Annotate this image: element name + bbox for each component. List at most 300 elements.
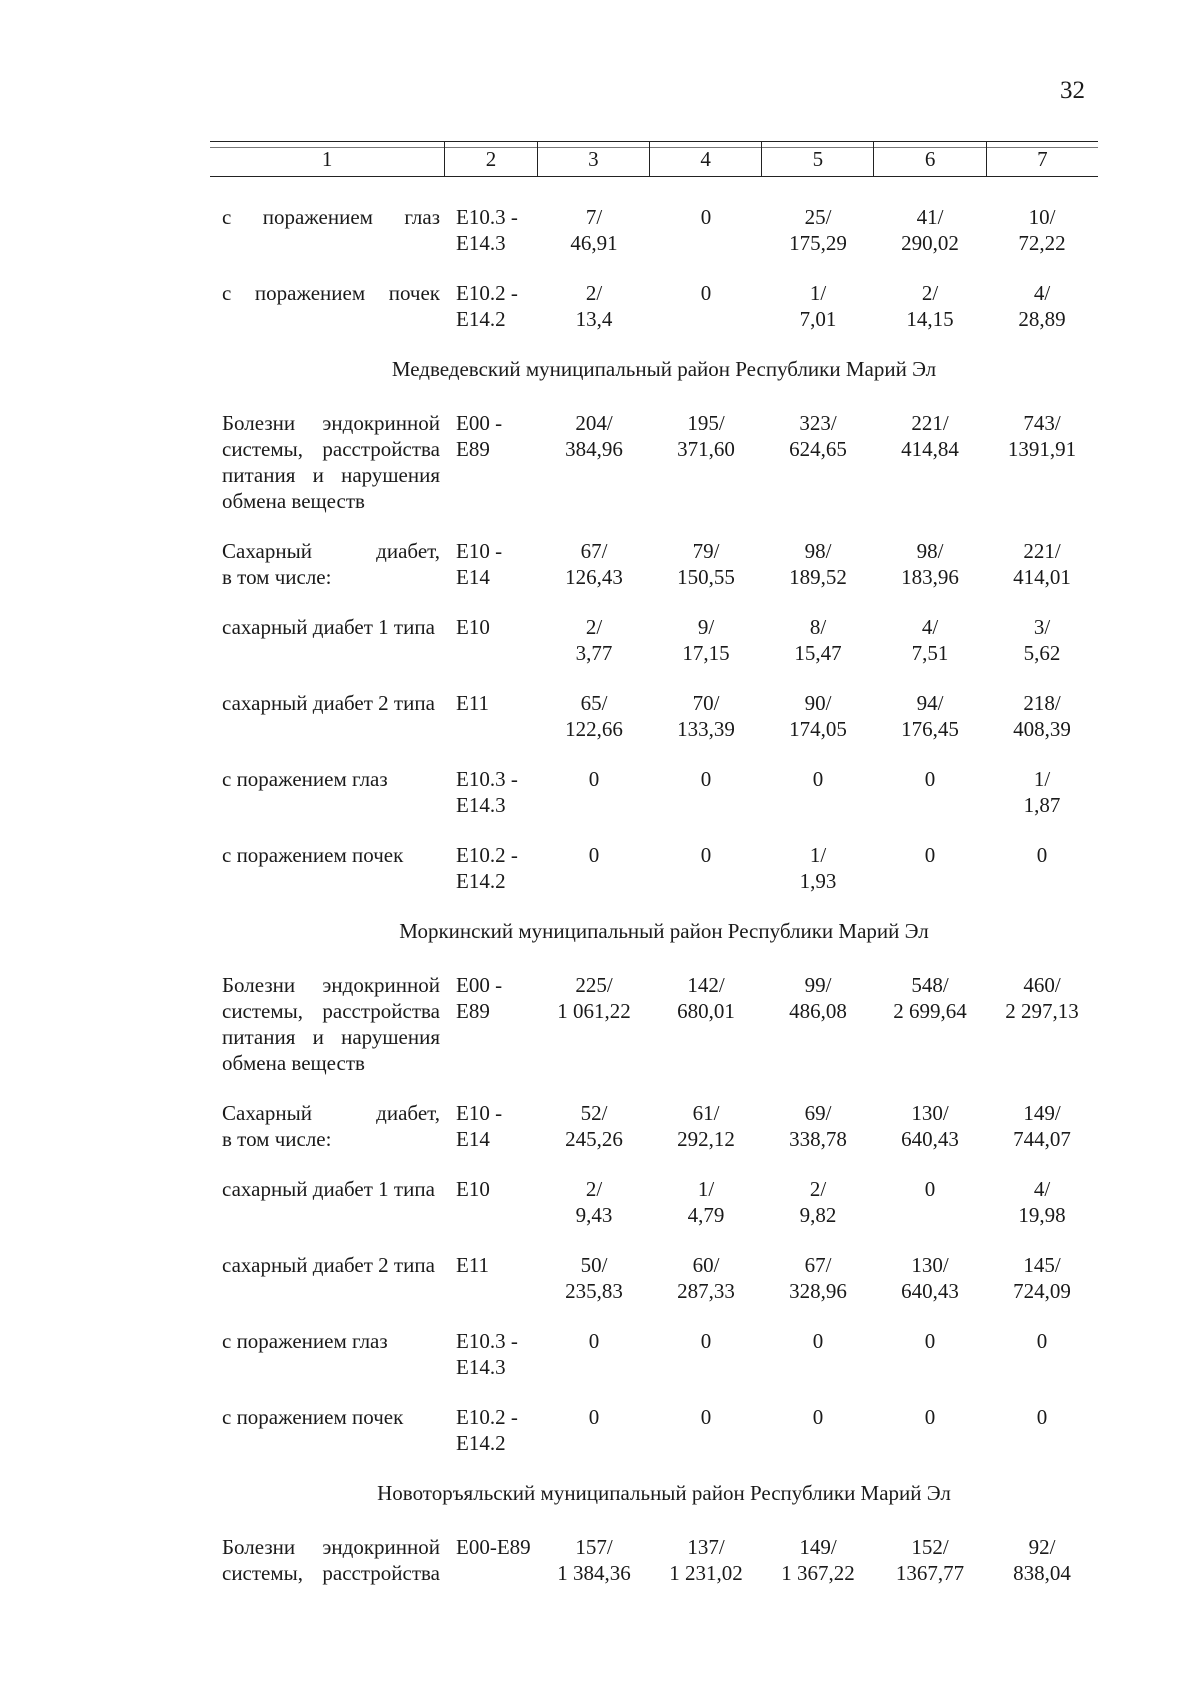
value-count: 0 [924, 1329, 936, 1353]
value-cell [538, 972, 650, 1076]
value-count: 8/ [809, 615, 827, 639]
row-label [210, 410, 446, 514]
value-count: 0 [812, 767, 824, 791]
value-count: 204/ [575, 411, 613, 435]
value-rate: 486,08 [789, 999, 847, 1023]
row-label-line: Болезни эндокринной [222, 1535, 440, 1559]
value-count: 2/ [585, 615, 603, 639]
value-cell [874, 1404, 986, 1456]
value-rate: 175,29 [789, 231, 847, 255]
value-count: 1/ [697, 1177, 715, 1201]
value-rate: 126,43 [565, 565, 623, 589]
value-rate: 640,43 [901, 1127, 959, 1151]
table-row [210, 766, 1098, 818]
value-rate: 7,01 [799, 307, 837, 331]
icd-code [446, 1100, 538, 1152]
value-cell [762, 204, 874, 256]
row-label-line: сахарный диабет 2 типа [222, 1253, 435, 1277]
value-cell [762, 1404, 874, 1456]
value-count: 7/ [585, 205, 603, 229]
value-cell [986, 280, 1098, 332]
value-rate: 176,45 [901, 717, 959, 741]
value-cell [650, 690, 762, 742]
row-label-line: с поражением почек [222, 843, 404, 867]
value-rate: 624,65 [789, 437, 847, 461]
value-cell [762, 1328, 874, 1380]
value-count: 743/ [1023, 411, 1061, 435]
value-count: 218/ [1023, 691, 1061, 715]
value-count: 69/ [804, 1101, 832, 1125]
value-count: 323/ [799, 411, 837, 435]
value-rate: 1367,77 [895, 1561, 965, 1585]
table-row [210, 690, 1098, 742]
icd-code [446, 280, 538, 332]
value-count: 0 [700, 205, 712, 229]
row-label-line: с поражением почек [222, 1405, 404, 1429]
icd-code-line: E10.3 - [456, 767, 518, 791]
icd-code-line: E00 - E89 [456, 411, 503, 461]
row-label-line: с поражением глаз [222, 1329, 388, 1353]
row-label-line: сахарный диабет 1 типа [222, 1177, 435, 1201]
icd-code [446, 204, 538, 256]
icd-code-line: E00-E89 [456, 1535, 531, 1559]
value-cell [538, 1328, 650, 1380]
col-header-3: 3 [537, 142, 649, 177]
value-cell [650, 410, 762, 514]
row-label-line: системы, расстройства [222, 1561, 440, 1585]
row-label [210, 766, 446, 818]
value-count: 70/ [692, 691, 720, 715]
value-rate: 28,89 [1018, 307, 1066, 331]
row-label [210, 538, 446, 590]
row-label-line: с поражением глаз [222, 205, 440, 229]
value-count: 0 [700, 767, 712, 791]
table-row [210, 280, 1098, 332]
value-rate: 189,52 [789, 565, 847, 589]
value-cell [874, 204, 986, 256]
value-rate: 408,39 [1013, 717, 1071, 741]
icd-code-line: E14.3 [456, 793, 506, 817]
value-rate: 13,4 [575, 307, 613, 331]
value-rate: 290,02 [901, 231, 959, 255]
icd-code-line: E14.3 [456, 231, 506, 255]
value-cell [538, 1100, 650, 1152]
icd-code-line: E10 - E14 [456, 539, 503, 589]
value-rate: 17,15 [682, 641, 730, 665]
value-cell [762, 1176, 874, 1228]
icd-code [446, 690, 538, 742]
value-cell [874, 766, 986, 818]
icd-code [446, 1534, 538, 1586]
value-rate: 414,01 [1013, 565, 1071, 589]
value-rate: 1 231,02 [669, 1561, 743, 1585]
value-cell [538, 842, 650, 894]
row-label-line: системы, расстройства [222, 437, 440, 461]
row-label-line: питания и нарушения [222, 1025, 440, 1049]
page-number: 32 [1060, 77, 1085, 104]
value-count: 0 [700, 1405, 712, 1429]
row-label-line: системы, расстройства [222, 999, 440, 1023]
icd-code-line: E10 [456, 1177, 490, 1201]
row-label-line: Болезни эндокринной [222, 973, 440, 997]
value-cell [986, 842, 1098, 894]
value-rate: 183,96 [901, 565, 959, 589]
value-cell [874, 1176, 986, 1228]
value-rate: 292,12 [677, 1127, 735, 1151]
value-cell [762, 1252, 874, 1304]
value-count: 137/ [687, 1535, 725, 1559]
value-count: 79/ [692, 539, 720, 563]
value-count: 50/ [580, 1253, 608, 1277]
value-cell [650, 1404, 762, 1456]
icd-code-line: E10.2 - [456, 1405, 518, 1429]
col-header-1: 1 [210, 142, 445, 177]
table-row [210, 1176, 1098, 1228]
value-count: 0 [924, 1177, 936, 1201]
value-count: 2/ [585, 281, 603, 305]
value-cell [762, 972, 874, 1076]
row-label-line: сахарный диабет 1 типа [222, 615, 435, 639]
value-count: 221/ [1023, 539, 1061, 563]
value-count: 1/ [809, 843, 827, 867]
value-count: 142/ [687, 973, 725, 997]
table-row [210, 972, 1098, 1076]
value-count: 0 [1036, 843, 1048, 867]
value-cell [986, 204, 1098, 256]
value-rate: 1,87 [1023, 793, 1061, 817]
icd-code [446, 972, 538, 1076]
row-label [210, 1100, 446, 1152]
icd-code [446, 410, 538, 514]
value-rate: 2 699,64 [893, 999, 967, 1023]
value-count: 0 [700, 1329, 712, 1353]
icd-code-line: E11 [456, 691, 490, 715]
value-rate: 1 061,22 [557, 999, 631, 1023]
icd-code [446, 766, 538, 818]
row-label-line: в том числе: [222, 565, 332, 589]
value-count: 98/ [916, 539, 944, 563]
value-count: 67/ [804, 1253, 832, 1277]
column-number-header [210, 142, 1098, 177]
value-cell [538, 690, 650, 742]
value-count: 130/ [911, 1253, 949, 1277]
value-cell [986, 972, 1098, 1076]
value-rate: 371,60 [677, 437, 735, 461]
icd-code [446, 1404, 538, 1456]
value-count: 152/ [911, 1535, 949, 1559]
row-label [210, 280, 446, 332]
row-label [210, 1404, 446, 1456]
value-cell [538, 280, 650, 332]
value-rate: 640,43 [901, 1279, 959, 1303]
value-cell [538, 410, 650, 514]
value-rate: 724,09 [1013, 1279, 1071, 1303]
value-count: 0 [812, 1405, 824, 1429]
table-row [210, 538, 1098, 590]
value-count: 61/ [692, 1101, 720, 1125]
value-rate: 174,05 [789, 717, 847, 741]
row-label-line: обмена веществ [222, 489, 365, 513]
value-count: 195/ [687, 411, 725, 435]
value-count: 2/ [921, 281, 939, 305]
icd-code [446, 1328, 538, 1380]
value-count: 149/ [1023, 1101, 1061, 1125]
icd-code [446, 614, 538, 666]
icd-code [446, 842, 538, 894]
value-count: 1/ [809, 281, 827, 305]
value-count: 2/ [809, 1177, 827, 1201]
value-count: 0 [924, 1405, 936, 1429]
value-rate: 9,82 [799, 1203, 837, 1227]
value-cell [986, 538, 1098, 590]
value-cell [650, 1252, 762, 1304]
row-label-line: в том числе: [222, 1127, 332, 1151]
value-count: 94/ [916, 691, 944, 715]
table-row [210, 614, 1098, 666]
value-cell [986, 1100, 1098, 1152]
value-cell [874, 280, 986, 332]
value-count: 0 [588, 767, 600, 791]
value-cell [538, 204, 650, 256]
value-cell [762, 614, 874, 666]
row-label-line: обмена веществ [222, 1051, 365, 1075]
value-rate: 46,91 [570, 231, 618, 255]
value-count: 92/ [1028, 1535, 1056, 1559]
row-label [210, 842, 446, 894]
row-label [210, 614, 446, 666]
col-header-4: 4 [649, 142, 761, 177]
value-cell [986, 1534, 1098, 1586]
value-cell [650, 766, 762, 818]
table-row [210, 1100, 1098, 1152]
col-header-7: 7 [986, 142, 1098, 177]
row-label-line: Сахарный диабет, [222, 1101, 440, 1125]
value-cell [762, 1100, 874, 1152]
value-rate: 133,39 [677, 717, 735, 741]
icd-code-line: E10.3 - [456, 1329, 518, 1353]
value-rate: 9,43 [575, 1203, 613, 1227]
value-cell [874, 410, 986, 514]
district-heading: Моркинский муниципальный район Республики Марий Эл [399, 919, 929, 943]
value-cell [650, 842, 762, 894]
value-cell [874, 1100, 986, 1152]
value-cell [650, 538, 762, 590]
value-count: 52/ [580, 1101, 608, 1125]
value-cell [538, 1252, 650, 1304]
value-count: 0 [924, 843, 936, 867]
value-cell [650, 614, 762, 666]
value-cell [986, 1328, 1098, 1380]
value-cell [874, 842, 986, 894]
value-cell [650, 1100, 762, 1152]
value-rate: 235,83 [565, 1279, 623, 1303]
row-label-line: сахарный диабет 2 типа [222, 691, 435, 715]
value-count: 130/ [911, 1101, 949, 1125]
value-cell [762, 280, 874, 332]
district-heading: Новоторъяльский муниципальный район Республики Марий Эл [377, 1481, 951, 1505]
value-count: 4/ [1033, 1177, 1051, 1201]
value-count: 1/ [1033, 767, 1051, 791]
value-cell [762, 1534, 874, 1586]
icd-code-line: E14.2 [456, 869, 506, 893]
row-label-line: с поражением почек [222, 281, 440, 305]
value-rate: 19,98 [1018, 1203, 1066, 1227]
icd-code-line: E00 - E89 [456, 973, 503, 1023]
value-cell [874, 1328, 986, 1380]
table-row [210, 1252, 1098, 1304]
value-count: 460/ [1023, 973, 1061, 997]
value-count: 41/ [916, 205, 944, 229]
value-rate: 4,79 [687, 1203, 725, 1227]
icd-code-line: E11 [456, 1253, 490, 1277]
value-cell [874, 538, 986, 590]
value-count: 157/ [575, 1535, 613, 1559]
row-label-line: питания и нарушения [222, 463, 440, 487]
icd-code-line: E10 [456, 615, 490, 639]
value-rate: 150,55 [677, 565, 735, 589]
value-rate: 384,96 [565, 437, 623, 461]
value-count: 60/ [692, 1253, 720, 1277]
table-body [210, 204, 1098, 1610]
value-cell [986, 1404, 1098, 1456]
value-count: 149/ [799, 1535, 837, 1559]
value-count: 9/ [697, 615, 715, 639]
value-cell [762, 410, 874, 514]
value-count: 0 [924, 767, 936, 791]
value-cell [986, 1252, 1098, 1304]
value-count: 0 [588, 1329, 600, 1353]
icd-code-line: E10.2 - [456, 281, 518, 305]
value-count: 221/ [911, 411, 949, 435]
table-row [210, 410, 1098, 514]
value-cell [762, 842, 874, 894]
row-label [210, 204, 446, 256]
value-cell [762, 766, 874, 818]
icd-code-line: E10.2 - [456, 843, 518, 867]
value-rate: 5,62 [1023, 641, 1061, 665]
icd-code [446, 538, 538, 590]
table-row [210, 842, 1098, 894]
value-count: 2/ [585, 1177, 603, 1201]
icd-code [446, 1252, 538, 1304]
value-cell [538, 1534, 650, 1586]
row-label [210, 1534, 446, 1586]
col-header-2: 2 [445, 142, 537, 177]
value-rate: 2 297,13 [1005, 999, 1079, 1023]
value-cell [538, 1404, 650, 1456]
value-rate: 338,78 [789, 1127, 847, 1151]
col-header-6: 6 [874, 142, 986, 177]
value-cell [874, 1534, 986, 1586]
value-rate: 15,47 [794, 641, 842, 665]
value-count: 225/ [575, 973, 613, 997]
value-cell [874, 690, 986, 742]
value-count: 548/ [911, 973, 949, 997]
value-count: 25/ [804, 205, 832, 229]
value-rate: 838,04 [1013, 1561, 1071, 1585]
value-count: 99/ [804, 973, 832, 997]
value-rate: 1,93 [799, 869, 837, 893]
value-cell [762, 690, 874, 742]
row-label-line: Сахарный диабет, [222, 539, 440, 563]
value-rate: 744,07 [1013, 1127, 1071, 1151]
value-rate: 14,15 [906, 307, 954, 331]
value-rate: 1 384,36 [557, 1561, 631, 1585]
table-row [210, 1328, 1098, 1380]
icd-code [446, 1176, 538, 1228]
value-count: 145/ [1023, 1253, 1061, 1277]
value-count: 98/ [804, 539, 832, 563]
value-rate: 287,33 [677, 1279, 735, 1303]
value-rate: 7,51 [911, 641, 949, 665]
row-label-line: Болезни эндокринной [222, 411, 440, 435]
value-cell [650, 972, 762, 1076]
value-cell [538, 1176, 650, 1228]
value-cell [874, 972, 986, 1076]
row-label [210, 690, 446, 742]
value-count: 4/ [921, 615, 939, 639]
value-cell [650, 280, 762, 332]
col-header-5: 5 [762, 142, 874, 177]
value-cell [986, 690, 1098, 742]
row-label-line: с поражением глаз [222, 767, 388, 791]
value-cell [874, 614, 986, 666]
value-rate: 414,84 [901, 437, 959, 461]
table-row [210, 1534, 1098, 1586]
value-count: 67/ [580, 539, 608, 563]
icd-code-line: E14.3 [456, 1355, 506, 1379]
value-rate: 328,96 [789, 1279, 847, 1303]
value-count: 0 [1036, 1405, 1048, 1429]
value-rate: 1 367,22 [781, 1561, 855, 1585]
value-rate: 1391,91 [1007, 437, 1077, 461]
value-count: 90/ [804, 691, 832, 715]
value-rate: 72,22 [1018, 231, 1066, 255]
value-cell [986, 1176, 1098, 1228]
value-cell [650, 1176, 762, 1228]
icd-code-line: E10 - E14 [456, 1101, 503, 1151]
icd-code-line: E14.2 [456, 307, 506, 331]
value-cell [986, 766, 1098, 818]
value-count: 3/ [1033, 615, 1051, 639]
value-rate: 122,66 [565, 717, 623, 741]
value-cell [650, 204, 762, 256]
table-row [210, 204, 1098, 256]
value-count: 4/ [1033, 281, 1051, 305]
value-rate: 3,77 [575, 641, 613, 665]
icd-code-line: E14.2 [456, 1431, 506, 1455]
value-cell [538, 766, 650, 818]
value-rate: 680,01 [677, 999, 735, 1023]
icd-code-line: E10.3 - [456, 205, 518, 229]
value-cell [986, 614, 1098, 666]
value-cell [650, 1328, 762, 1380]
value-count: 10/ [1028, 205, 1056, 229]
row-label [210, 1328, 446, 1380]
value-count: 0 [700, 843, 712, 867]
value-count: 0 [588, 1405, 600, 1429]
value-count: 0 [588, 843, 600, 867]
value-count: 65/ [580, 691, 608, 715]
value-count: 0 [812, 1329, 824, 1353]
row-label [210, 1176, 446, 1228]
value-cell [650, 1534, 762, 1586]
row-label [210, 1252, 446, 1304]
value-cell [538, 538, 650, 590]
value-cell [874, 1252, 986, 1304]
value-cell [986, 410, 1098, 514]
value-rate: 245,26 [565, 1127, 623, 1151]
